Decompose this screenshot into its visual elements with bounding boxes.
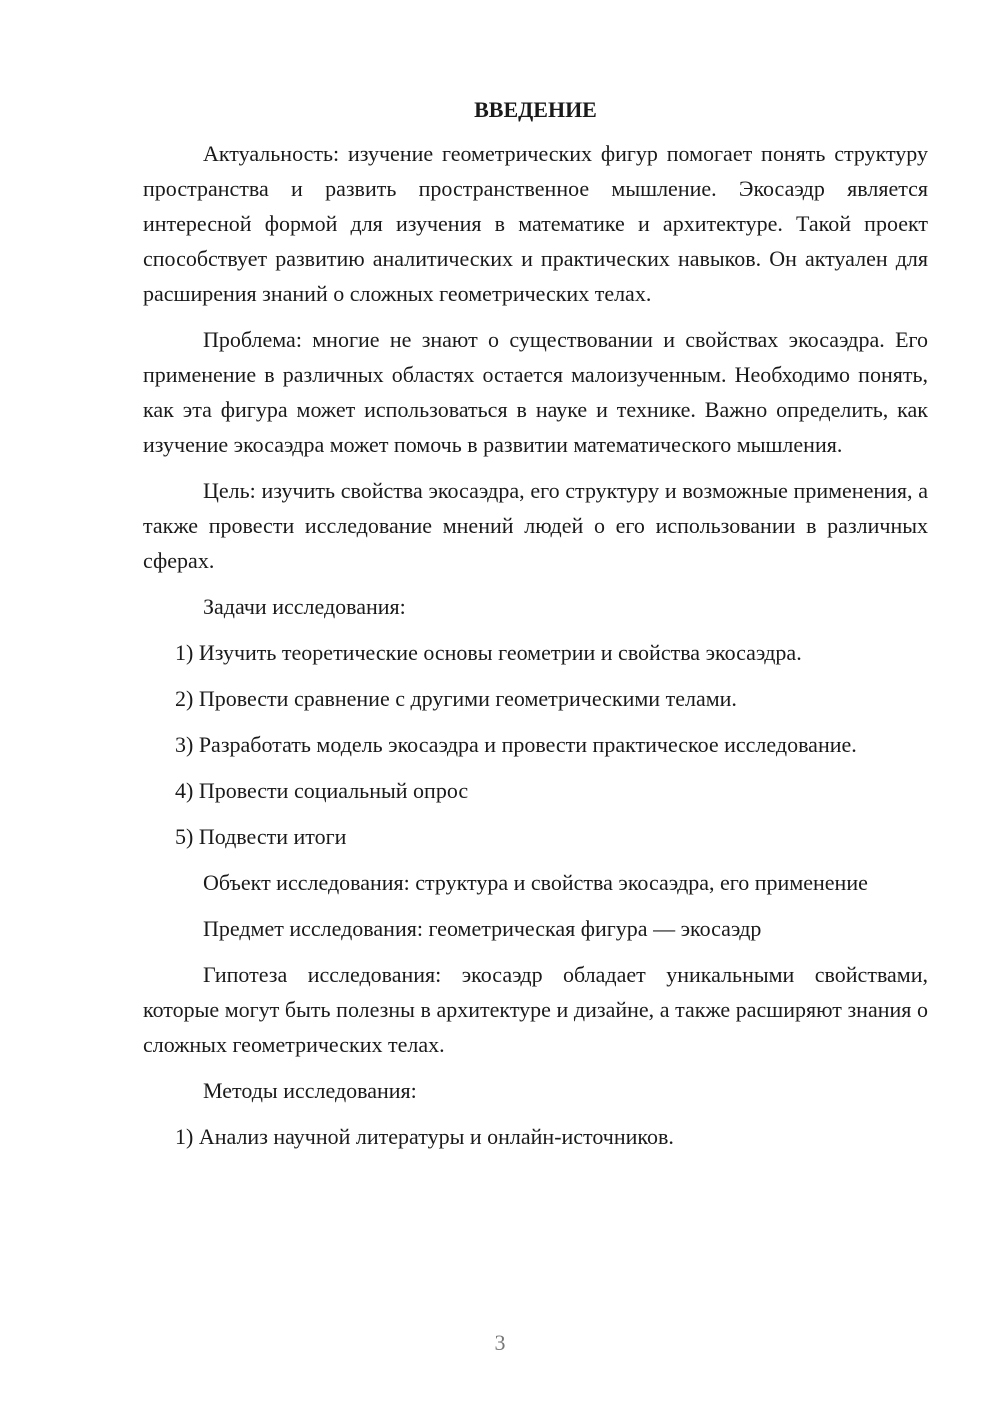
- section-heading: ВВЕДЕНИЕ: [474, 97, 597, 122]
- subject-paragraph: Предмет исследования: геометрическая фигура — экосаэдр: [203, 916, 762, 941]
- relevance-paragraph: Актуальность: изучение геометрических фигур помогает понять структуру пространства и развить пространственное мышление. Экосаэдр является интересной формой для изучения в математике и архитектуре. Такой проект способствует развитию аналитических и практических навыков. Он актуален для расширения знаний о сложных геометрических телах.: [143, 141, 928, 306]
- task-item-2: 2) Провести сравнение с другими геометрическими телами.: [175, 686, 737, 711]
- object-paragraph: Объект исследования: структура и свойства экосаэдра, его применение: [203, 870, 868, 895]
- hypothesis-paragraph: Гипотеза исследования: экосаэдр обладает уникальными свойствами, которые могут быть полезны в архитектуре и дизайне, а также расширяют знания о сложных геометрических телах.: [143, 962, 928, 1057]
- tasks-heading: Задачи исследования:: [203, 594, 406, 619]
- task-item-4: 4) Провести социальный опрос: [175, 778, 469, 803]
- task-item-1: 1) Изучить теоретические основы геометрии и свойства экосаэдра.: [175, 640, 802, 665]
- document-page: [143, 95, 928, 1165]
- task-item-5: 5) Подвести итоги: [175, 824, 347, 849]
- page-number: 3: [494, 1330, 506, 1355]
- methods-heading: Методы исследования:: [203, 1078, 417, 1103]
- method-item-1: 1) Анализ научной литературы и онлайн-источников.: [175, 1124, 674, 1149]
- problem-paragraph: Проблема: многие не знают о существовании и свойствах экосаэдра. Его применение в различных областях остается малоизученным. Необходимо понять, как эта фигура может использоваться в науке и технике. Важно определить, как изучение экосаэдра может помочь в развитии математического мышления.: [143, 327, 928, 457]
- goal-paragraph: Цель: изучить свойства экосаэдра, его структуру и возможные применения, а также провести исследование мнений людей о его использовании в различных сферах.: [143, 478, 928, 573]
- task-item-3: 3) Разработать модель экосаэдра и провести практическое исследование.: [175, 732, 857, 757]
